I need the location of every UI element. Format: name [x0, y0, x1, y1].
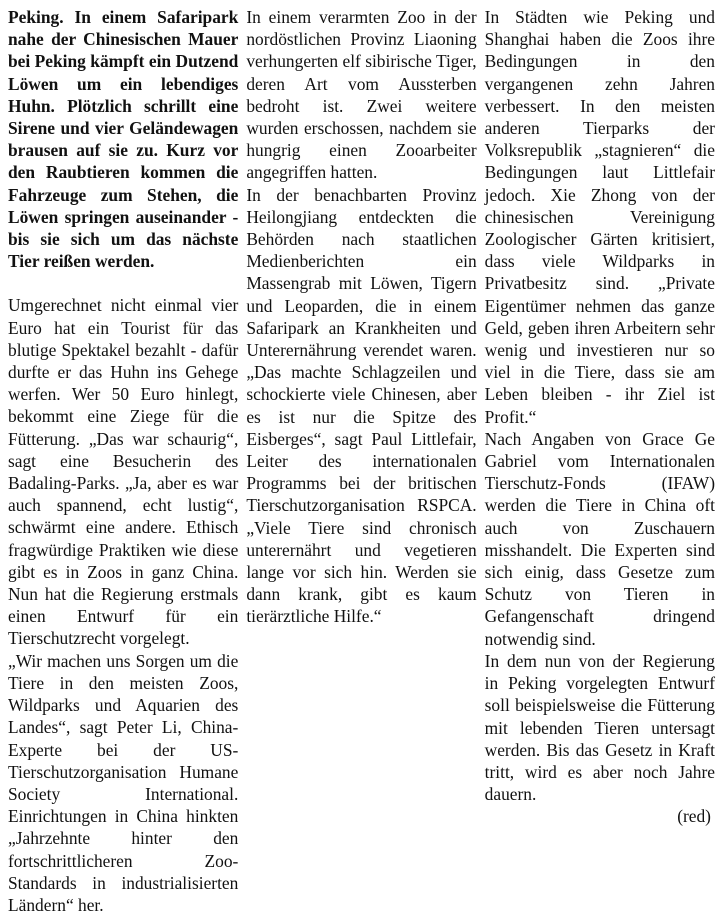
column-1 [8, 6, 239, 915]
article-paragraph: In Städten wie Peking und Shanghai haben die Zoos ihre Bedingungen in den vergangenen zehn Jahren verbessert. In den meisten anderen Tierparks der Volksrepublik „stagnieren“ die Bedingungen laut Littlefair jedoch. Xie Zhong von der chinesischen Vereinigung Zoologischer Gärten kritisiert, dass viele Wildparks in Privatbesitz sind. „Private Eigentümer nehmen das ganze Geld, geben ihren Arbeitern sehr wenig und investieren nur so viel in die Tiere, dass sie am Leben bleiben - ihr Ziel ist Profit.“ [484, 7, 715, 427]
column-2 [246, 6, 476, 895]
article-paragraph: „Wir machen uns Sorgen um die Tiere in den meisten Zoos, Wildparks und Aquarien des Landes“, sagt Peter Li, China-Experte bei der US-Tierschutzorganisation Humane Society International. Einrichtungen in China hinkten „Jahrzehnte hinter den fortschrittlicheren Zoo-Standards in industrialisierten Ländern“ her. [8, 650, 239, 915]
article-paragraph: Umgerechnet nicht einmal vier Euro hat ein Tourist für das blutige Spektakel bezahlt - dafür durfte er das Huhn ins Gehege werfen. Wer 50 Euro hinlegt, bekommt eine Ziege für die Fütterung. „Das war schaurig“, sagt eine Besucherin des Badaling-Parks. „Ja, aber es war auch spannend, echt lustig“, schwärmt eine andere. Ethisch fragwürdige Praktiken wie diese gibt es in Zoos in ganz China. Nun hat die Regierung erstmals einen Entwurf für ein Tierschutzrecht vorgelegt. [8, 295, 239, 649]
article-lead: Peking. In einem Safaripark nahe der Chinesischen Mauer bei Peking kämpft ein Dutzend Löwen um ein lebendiges Huhn. Plötzlich schrillt eine Sirene und vier Geländewagen brausen auf sie zu. Kurz vor den Raubtieren kommen die Fahrzeuge zum Stehen, die Löwen springen auseinander - bis sie sich um das nächste Tier reißen werden. [8, 7, 239, 272]
article-paragraph: Nach Angaben von Grace Ge Gabriel vom Internationalen Tierschutz-Fonds (IFAW) werden die Tiere in China oft auch von Zuschauern misshandelt. Die Experten sind sich einig, dass Gesetze zum Schutz von Tieren in Gefangenschaft dringend notwendig sind. [484, 428, 715, 649]
column-3 [485, 6, 715, 895]
author-signature: (red) [677, 806, 711, 827]
article-paragraph: In der benachbarten Provinz Heilongjiang entdeckten die Behörden nach staatlichen Medienberichten ein Massengrab mit Löwen, Tigern und Leoparden, die in einem Safaripark an Krankheiten und Unterernährung verendet waren. „Das machte Schlagzeilen und schockierte viele Chinesen, aber es ist nur die Spitze des Eisberges“, sagt Paul Littlefair, Leiter des internationalen Programms bei der britischen Tierschutzorganisation RSPCA. „Viele Tiere sind chronisch unterernährt und vegetieren lange vor sich hin. Werden sie dann krank, gibt es kaum tierärztliche Hilfe.“ [246, 184, 477, 627]
article-paragraph: In dem nun von der Regierung in Peking vorgelegten Entwurf soll beispielsweise die Fütterung mit lebenden Tieren untersagt werden. Bis das Gesetz in Kraft tritt, wird es aber noch Jahre dauern. [484, 650, 715, 805]
article-paragraph: In einem verarmten Zoo in der nordöstlichen Provinz Liaoning verhungerten elf sibirische Tiger, deren Art vom Aussterben bedroht ist. Zwei weitere wurden erschossen, nachdem sie hungrig einen Zooarbeiter angegriffen hatten. [246, 7, 477, 183]
